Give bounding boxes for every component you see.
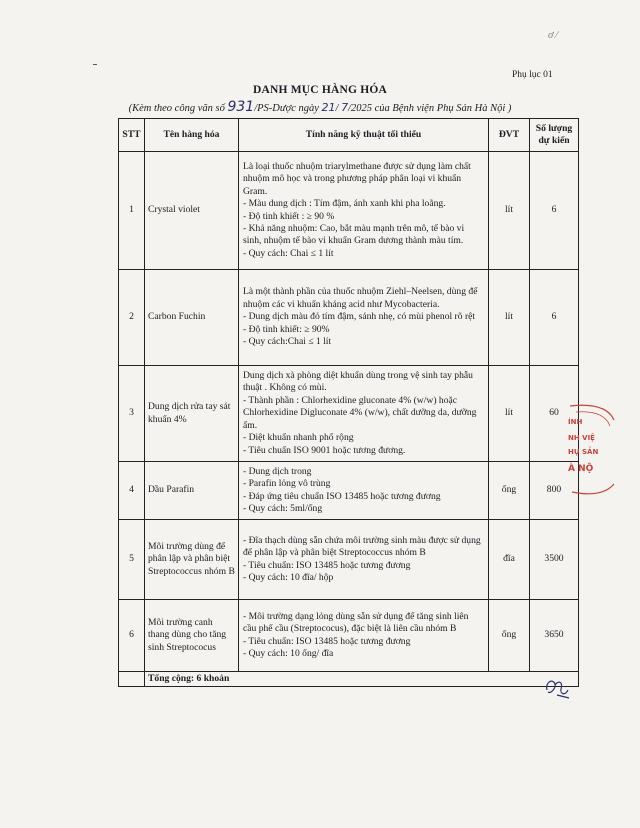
row-unit: lít [489, 152, 530, 270]
spec-line: - Quy cách: 5ml/ống [243, 502, 323, 514]
stamp-text-line: À NỘ [568, 464, 594, 474]
spec-line: - Quy cách:Chai ≤ 1 lít [243, 336, 332, 348]
subtitle-mid: /PS-Dược ngày [254, 103, 322, 114]
row-spec [239, 520, 489, 600]
row-item-name: Crystal violet [145, 152, 239, 270]
total-label: Tổng cộng: 6 khoản [145, 672, 579, 687]
table-row [119, 520, 579, 600]
spec-line: Dung dịch xà phòng diệt khuẩn dùng trong vệ sinh tay phẫu thuật . Không có mùi. [243, 369, 473, 394]
row-quantity: 6 [530, 152, 579, 270]
row-item-name: Môi trường canh thang dùng cho tăng sinh Streptococus [145, 600, 239, 672]
spec-line: - Màu dung dịch : Tím đậm, ánh xanh khi pha loãng. [243, 198, 446, 210]
scan-speck [93, 64, 97, 65]
row-item-name: Môi trường dùng để phân lập và phân biệt Streptococcus nhóm B [145, 520, 239, 600]
handwritten-doc-number: 931 [227, 99, 255, 115]
row-quantity: 3500 [530, 520, 579, 600]
spec-line: - Độ tinh khiết: ≥ 90% [243, 323, 330, 335]
spec-line: - Dung dịch màu đỏ tím đậm, sánh nhẹ, có mùi phenol rõ rệt [243, 311, 476, 323]
row-quantity: 3650 [530, 600, 579, 672]
corner-mark: ơ ⁄ [548, 30, 558, 41]
row-unit: lít [489, 366, 530, 462]
header-name: Tên hàng hóa [145, 119, 239, 152]
spec-line: - Tiêu chuẩn ISO 9001 hoặc tương đương. [243, 444, 406, 456]
table-row [119, 366, 579, 462]
subtitle-prefix: (Kèm theo công văn số [128, 103, 228, 114]
row-stt: 3 [119, 366, 145, 462]
row-spec [239, 152, 489, 270]
spec-line: - Quy cách: Chai ≤ 1 lít [243, 247, 334, 259]
row-stt: 5 [119, 520, 145, 600]
handwritten-signature [543, 676, 571, 700]
spec-line: - Thành phần : Chlorhexidine gluconate 4% (w/w) hoặc Chlorhexidine Digluconate 4% (w/w), chất dưỡng da, dưỡng ẩm. [243, 394, 477, 431]
table-header-row [119, 119, 579, 152]
row-spec [239, 270, 489, 366]
row-spec [239, 462, 489, 520]
date-slash: / [335, 103, 342, 114]
row-spec [239, 366, 489, 462]
table-row [119, 600, 579, 672]
total-empty-cell [119, 672, 145, 687]
handwritten-month: 7 [341, 101, 349, 114]
row-item-name: Carbon Fuchin [145, 270, 239, 366]
spec-line: - Tiêu chuẩn: ISO 13485 hoặc tương đương [243, 635, 411, 647]
stamp-text-line: HỤ SẢN [568, 448, 599, 456]
spec-line: - Độ tinh khiết : ≥ 90 % [243, 210, 335, 222]
document-title: DANH MỤC HÀNG HÓA [252, 84, 388, 96]
appendix-label: Phụ lục 01 [512, 70, 553, 80]
header-spec: Tính năng kỹ thuật tối thiểu [239, 119, 489, 152]
table-body [119, 152, 579, 687]
subtitle-suffix: /2025 của Bệnh viện Phụ Sản Hà Nội ) [348, 103, 512, 114]
row-unit: ống [489, 462, 530, 520]
total-row [119, 672, 579, 687]
stamp-text-line: NH VIỆ [568, 434, 595, 442]
row-stt: 2 [119, 270, 145, 366]
stamp-text-line: ÍNH [568, 418, 583, 426]
row-quantity: 800 [530, 462, 579, 520]
row-spec [239, 600, 489, 672]
spec-line: Là một thành phần của thuốc nhuộm Ziehl–Neelsen, dùng để nhuộm các vi khuẩn kháng acid như Mycobacteria. [243, 286, 478, 310]
handwritten-day: 21 [321, 101, 336, 114]
spec-line: - Quy cách: 10 đĩa/ hộp [243, 571, 334, 583]
spec-line: - Quy cách: 10 ống/ đĩa [243, 647, 334, 659]
spec-line: - Môi trường dạng lỏng dùng sẵn sử dụng để tăng sinh liên cầu phế cầu (Streptococus), đặc biệt là liên cầu nhóm B [243, 610, 469, 635]
row-unit: đĩa [489, 520, 530, 600]
row-unit: lít [489, 270, 530, 366]
goods-table [118, 118, 579, 687]
table-row [119, 462, 579, 520]
header-unit: ĐVT [489, 119, 530, 152]
table-row [119, 152, 579, 270]
document-subtitle [0, 99, 640, 115]
spec-line: - Dung dịch trong [243, 465, 312, 477]
header-qty: Số lượng dự kiến [530, 119, 579, 152]
spec-line: Là loại thuốc nhuộm triarylmethane được sử dụng làm chất nhuộm mô học và trong phương pháp phân loại vi khuẩn Gram. [243, 160, 471, 197]
row-stt: 4 [119, 462, 145, 520]
table-row [119, 270, 579, 366]
row-quantity: 60 [530, 366, 579, 462]
row-item-name: Dầu Parafin [145, 462, 239, 520]
row-quantity: 6 [530, 270, 579, 366]
header-stt: STT [119, 119, 145, 152]
spec-line: - Parafin lỏng vô trùng [243, 478, 331, 490]
spec-line: - Tiêu chuẩn: ISO 13485 hoặc tương đương [243, 559, 411, 571]
row-unit: ống [489, 600, 530, 672]
spec-line: - Diệt khuẩn nhanh phổ rộng [243, 432, 354, 444]
row-stt: 1 [119, 152, 145, 270]
row-item-name: Dung dịch rửa tay sát khuẩn 4% [145, 366, 239, 462]
row-stt: 6 [119, 600, 145, 672]
spec-line: - Đĩa thạch dùng sẵn chứa môi trường sinh màu được sử dụng để phân lập và phân biệt Streptococcus nhóm B [243, 534, 481, 559]
spec-line: - Đáp ứng tiêu chuẩn ISO 13485 hoặc tương đương [243, 490, 441, 502]
spec-line: - Khả năng nhuộm: Cao, bắt màu mạnh trên mô, tế bào vi sinh, nhuộm tế bào vi khuẩn Gram dương thành màu tím. [243, 222, 465, 247]
